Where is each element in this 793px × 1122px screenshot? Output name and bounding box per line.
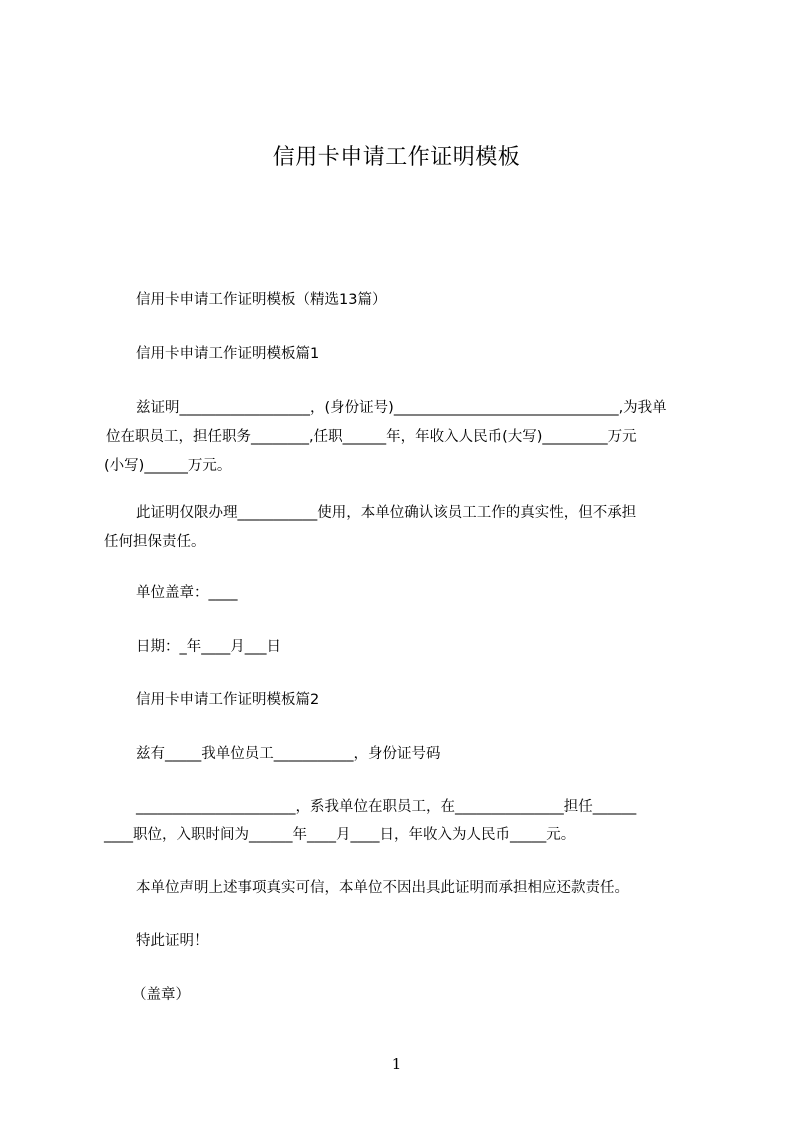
intro-line: 信用卡申请工作证明模板（精选13篇） — [136, 292, 387, 308]
paragraph-line: ____职位，入职时间为______年____月____日，年收入为人民币_____元。 — [104, 827, 576, 843]
paragraph-line: ______________________，系我单位在职员工，在_______________担任______ — [136, 799, 637, 815]
paragraph-line: 此证明仅限办理___________使用，本单位确认该员工工作的真实性，但不承担 — [136, 505, 637, 521]
paragraph-line: 位在职员工，担任职务________,任职______年，年收入人民币(大写)_________万元 — [106, 429, 637, 445]
document-title: 信用卡申请工作证明模板 — [272, 145, 521, 170]
section-2-seal-line: （盖章） — [132, 987, 190, 1003]
section-2-paragraph-1: 兹有_____我单位员工___________，身份证号码 — [136, 746, 441, 762]
section-1-seal-line: 单位盖章：____ — [136, 585, 238, 601]
section-2-paragraph-4: 特此证明！ — [136, 933, 209, 949]
section-2-paragraph-3: 本单位声明上述事项真实可信，本单位不因出具此证明而承担相应还款责任。 — [136, 880, 629, 896]
paragraph-line: (小写)______万元。 — [104, 458, 232, 474]
section-2-heading: 信用卡申请工作证明模板篇2 — [136, 692, 320, 708]
page-number: 1 — [391, 1055, 402, 1073]
paragraph-line: 兹证明__________________，(身份证号)_______________________________,为我单 — [136, 400, 667, 416]
paragraph-line: 任何担保责任。 — [104, 534, 206, 550]
section-1-date-line: 日期：_年____月___日 — [136, 639, 281, 655]
section-1-heading: 信用卡申请工作证明模板篇1 — [136, 346, 320, 362]
